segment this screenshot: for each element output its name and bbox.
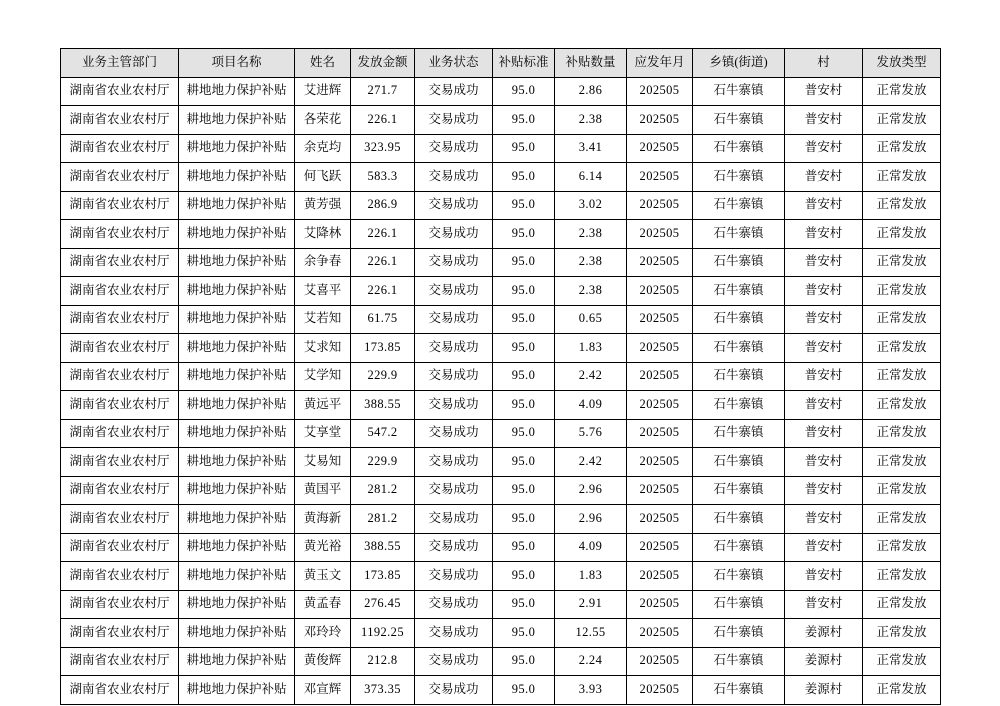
cell-16-6: 4.09 <box>555 533 627 562</box>
table-row <box>61 248 941 277</box>
table-row <box>61 647 941 676</box>
cell-20-5: 95.0 <box>493 647 555 676</box>
cell-21-3: 373.35 <box>351 676 415 705</box>
cell-15-8: 石牛寨镇 <box>693 505 785 534</box>
cell-10-4: 交易成功 <box>415 362 493 391</box>
column-header-10: 发放类型 <box>863 49 941 78</box>
cell-4-6: 3.02 <box>555 191 627 220</box>
cell-2-9: 普安村 <box>785 134 863 163</box>
table-row <box>61 191 941 220</box>
cell-2-3: 323.95 <box>351 134 415 163</box>
cell-5-1: 耕地地力保护补贴 <box>179 220 295 249</box>
cell-7-9: 普安村 <box>785 277 863 306</box>
cell-9-7: 202505 <box>627 334 693 363</box>
table-header <box>61 49 941 78</box>
cell-3-5: 95.0 <box>493 163 555 192</box>
cell-21-9: 姜源村 <box>785 676 863 705</box>
table-row <box>61 163 941 192</box>
column-header-9: 村 <box>785 49 863 78</box>
column-header-3: 发放金额 <box>351 49 415 78</box>
table-row <box>61 277 941 306</box>
cell-19-0: 湖南省农业农村厅 <box>61 619 179 648</box>
cell-13-2: 艾易知 <box>295 448 351 477</box>
cell-11-0: 湖南省农业农村厅 <box>61 391 179 420</box>
table-row <box>61 362 941 391</box>
cell-13-9: 普安村 <box>785 448 863 477</box>
cell-17-6: 1.83 <box>555 562 627 591</box>
cell-5-0: 湖南省农业农村厅 <box>61 220 179 249</box>
column-header-7: 应发年月 <box>627 49 693 78</box>
cell-21-4: 交易成功 <box>415 676 493 705</box>
cell-2-2: 余克均 <box>295 134 351 163</box>
column-header-1: 项目名称 <box>179 49 295 78</box>
cell-10-0: 湖南省农业农村厅 <box>61 362 179 391</box>
cell-1-7: 202505 <box>627 106 693 135</box>
cell-20-0: 湖南省农业农村厅 <box>61 647 179 676</box>
cell-19-5: 95.0 <box>493 619 555 648</box>
column-header-5: 补贴标准 <box>493 49 555 78</box>
cell-1-10: 正常发放 <box>863 106 941 135</box>
cell-19-7: 202505 <box>627 619 693 648</box>
cell-18-5: 95.0 <box>493 590 555 619</box>
cell-12-10: 正常发放 <box>863 419 941 448</box>
cell-17-10: 正常发放 <box>863 562 941 591</box>
cell-14-6: 2.96 <box>555 476 627 505</box>
cell-4-2: 黄芳强 <box>295 191 351 220</box>
cell-6-6: 2.38 <box>555 248 627 277</box>
cell-0-0: 湖南省农业农村厅 <box>61 77 179 106</box>
cell-3-0: 湖南省农业农村厅 <box>61 163 179 192</box>
cell-13-1: 耕地地力保护补贴 <box>179 448 295 477</box>
cell-17-2: 黄玉文 <box>295 562 351 591</box>
cell-4-3: 286.9 <box>351 191 415 220</box>
cell-8-10: 正常发放 <box>863 305 941 334</box>
cell-0-9: 普安村 <box>785 77 863 106</box>
table-row <box>61 562 941 591</box>
cell-0-3: 271.7 <box>351 77 415 106</box>
cell-12-6: 5.76 <box>555 419 627 448</box>
cell-19-2: 邓玲玲 <box>295 619 351 648</box>
cell-7-4: 交易成功 <box>415 277 493 306</box>
cell-16-0: 湖南省农业农村厅 <box>61 533 179 562</box>
table-row <box>61 619 941 648</box>
cell-5-2: 艾降林 <box>295 220 351 249</box>
cell-3-8: 石牛寨镇 <box>693 163 785 192</box>
cell-5-9: 普安村 <box>785 220 863 249</box>
cell-8-3: 61.75 <box>351 305 415 334</box>
cell-11-4: 交易成功 <box>415 391 493 420</box>
cell-9-9: 普安村 <box>785 334 863 363</box>
cell-11-7: 202505 <box>627 391 693 420</box>
cell-18-9: 普安村 <box>785 590 863 619</box>
cell-7-2: 艾喜平 <box>295 277 351 306</box>
cell-16-1: 耕地地力保护补贴 <box>179 533 295 562</box>
cell-3-1: 耕地地力保护补贴 <box>179 163 295 192</box>
cell-8-7: 202505 <box>627 305 693 334</box>
cell-2-5: 95.0 <box>493 134 555 163</box>
cell-8-5: 95.0 <box>493 305 555 334</box>
cell-1-8: 石牛寨镇 <box>693 106 785 135</box>
cell-8-4: 交易成功 <box>415 305 493 334</box>
cell-14-5: 95.0 <box>493 476 555 505</box>
cell-10-10: 正常发放 <box>863 362 941 391</box>
cell-14-2: 黄国平 <box>295 476 351 505</box>
cell-12-8: 石牛寨镇 <box>693 419 785 448</box>
cell-11-9: 普安村 <box>785 391 863 420</box>
cell-18-1: 耕地地力保护补贴 <box>179 590 295 619</box>
cell-0-4: 交易成功 <box>415 77 493 106</box>
table-row <box>61 448 941 477</box>
cell-7-0: 湖南省农业农村厅 <box>61 277 179 306</box>
cell-5-3: 226.1 <box>351 220 415 249</box>
cell-19-9: 姜源村 <box>785 619 863 648</box>
cell-12-2: 艾享堂 <box>295 419 351 448</box>
cell-5-4: 交易成功 <box>415 220 493 249</box>
cell-13-6: 2.42 <box>555 448 627 477</box>
cell-15-4: 交易成功 <box>415 505 493 534</box>
table-row <box>61 77 941 106</box>
cell-0-5: 95.0 <box>493 77 555 106</box>
cell-7-6: 2.38 <box>555 277 627 306</box>
cell-18-4: 交易成功 <box>415 590 493 619</box>
cell-14-9: 普安村 <box>785 476 863 505</box>
cell-6-1: 耕地地力保护补贴 <box>179 248 295 277</box>
cell-20-6: 2.24 <box>555 647 627 676</box>
cell-14-3: 281.2 <box>351 476 415 505</box>
cell-6-9: 普安村 <box>785 248 863 277</box>
cell-6-0: 湖南省农业农村厅 <box>61 248 179 277</box>
cell-15-1: 耕地地力保护补贴 <box>179 505 295 534</box>
cell-7-10: 正常发放 <box>863 277 941 306</box>
cell-6-4: 交易成功 <box>415 248 493 277</box>
cell-18-7: 202505 <box>627 590 693 619</box>
cell-18-6: 2.91 <box>555 590 627 619</box>
cell-3-6: 6.14 <box>555 163 627 192</box>
cell-0-6: 2.86 <box>555 77 627 106</box>
cell-11-1: 耕地地力保护补贴 <box>179 391 295 420</box>
cell-17-5: 95.0 <box>493 562 555 591</box>
cell-9-1: 耕地地力保护补贴 <box>179 334 295 363</box>
cell-10-1: 耕地地力保护补贴 <box>179 362 295 391</box>
cell-13-10: 正常发放 <box>863 448 941 477</box>
cell-19-6: 12.55 <box>555 619 627 648</box>
cell-10-2: 艾学知 <box>295 362 351 391</box>
cell-0-10: 正常发放 <box>863 77 941 106</box>
cell-16-5: 95.0 <box>493 533 555 562</box>
cell-12-3: 547.2 <box>351 419 415 448</box>
cell-4-8: 石牛寨镇 <box>693 191 785 220</box>
cell-6-7: 202505 <box>627 248 693 277</box>
cell-12-4: 交易成功 <box>415 419 493 448</box>
cell-20-7: 202505 <box>627 647 693 676</box>
cell-18-8: 石牛寨镇 <box>693 590 785 619</box>
cell-4-7: 202505 <box>627 191 693 220</box>
cell-7-8: 石牛寨镇 <box>693 277 785 306</box>
cell-15-2: 黄海新 <box>295 505 351 534</box>
cell-3-7: 202505 <box>627 163 693 192</box>
cell-5-7: 202505 <box>627 220 693 249</box>
cell-1-6: 2.38 <box>555 106 627 135</box>
cell-21-7: 202505 <box>627 676 693 705</box>
cell-21-6: 3.93 <box>555 676 627 705</box>
cell-13-5: 95.0 <box>493 448 555 477</box>
cell-2-8: 石牛寨镇 <box>693 134 785 163</box>
cell-19-1: 耕地地力保护补贴 <box>179 619 295 648</box>
cell-0-7: 202505 <box>627 77 693 106</box>
cell-14-4: 交易成功 <box>415 476 493 505</box>
cell-14-8: 石牛寨镇 <box>693 476 785 505</box>
cell-15-5: 95.0 <box>493 505 555 534</box>
cell-11-6: 4.09 <box>555 391 627 420</box>
cell-1-2: 各荣花 <box>295 106 351 135</box>
cell-15-7: 202505 <box>627 505 693 534</box>
table-row <box>61 676 941 705</box>
column-header-6: 补贴数量 <box>555 49 627 78</box>
cell-6-5: 95.0 <box>493 248 555 277</box>
table-row <box>61 476 941 505</box>
column-header-8: 乡镇(街道) <box>693 49 785 78</box>
table-body <box>61 77 941 704</box>
cell-9-3: 173.85 <box>351 334 415 363</box>
cell-17-3: 173.85 <box>351 562 415 591</box>
cell-9-0: 湖南省农业农村厅 <box>61 334 179 363</box>
cell-20-8: 石牛寨镇 <box>693 647 785 676</box>
cell-14-10: 正常发放 <box>863 476 941 505</box>
cell-7-7: 202505 <box>627 277 693 306</box>
cell-14-1: 耕地地力保护补贴 <box>179 476 295 505</box>
cell-11-10: 正常发放 <box>863 391 941 420</box>
cell-14-7: 202505 <box>627 476 693 505</box>
cell-6-3: 226.1 <box>351 248 415 277</box>
cell-3-4: 交易成功 <box>415 163 493 192</box>
cell-18-0: 湖南省农业农村厅 <box>61 590 179 619</box>
cell-11-8: 石牛寨镇 <box>693 391 785 420</box>
cell-9-4: 交易成功 <box>415 334 493 363</box>
cell-2-1: 耕地地力保护补贴 <box>179 134 295 163</box>
cell-16-10: 正常发放 <box>863 533 941 562</box>
cell-11-5: 95.0 <box>493 391 555 420</box>
cell-1-0: 湖南省农业农村厅 <box>61 106 179 135</box>
cell-17-9: 普安村 <box>785 562 863 591</box>
cell-5-5: 95.0 <box>493 220 555 249</box>
cell-9-2: 艾求知 <box>295 334 351 363</box>
table-row <box>61 533 941 562</box>
cell-16-2: 黄光裕 <box>295 533 351 562</box>
cell-8-8: 石牛寨镇 <box>693 305 785 334</box>
cell-10-9: 普安村 <box>785 362 863 391</box>
cell-20-1: 耕地地力保护补贴 <box>179 647 295 676</box>
cell-20-4: 交易成功 <box>415 647 493 676</box>
subsidy-table <box>60 48 941 705</box>
cell-7-1: 耕地地力保护补贴 <box>179 277 295 306</box>
cell-10-7: 202505 <box>627 362 693 391</box>
cell-12-9: 普安村 <box>785 419 863 448</box>
cell-4-4: 交易成功 <box>415 191 493 220</box>
cell-21-5: 95.0 <box>493 676 555 705</box>
cell-9-8: 石牛寨镇 <box>693 334 785 363</box>
cell-10-8: 石牛寨镇 <box>693 362 785 391</box>
cell-17-4: 交易成功 <box>415 562 493 591</box>
cell-21-8: 石牛寨镇 <box>693 676 785 705</box>
cell-7-3: 226.1 <box>351 277 415 306</box>
cell-4-5: 95.0 <box>493 191 555 220</box>
cell-17-8: 石牛寨镇 <box>693 562 785 591</box>
column-header-0: 业务主管部门 <box>61 49 179 78</box>
cell-20-3: 212.8 <box>351 647 415 676</box>
cell-5-8: 石牛寨镇 <box>693 220 785 249</box>
cell-19-3: 1192.25 <box>351 619 415 648</box>
cell-19-4: 交易成功 <box>415 619 493 648</box>
subsidy-table-container <box>60 48 940 705</box>
cell-10-3: 229.9 <box>351 362 415 391</box>
cell-16-3: 388.55 <box>351 533 415 562</box>
cell-18-10: 正常发放 <box>863 590 941 619</box>
cell-16-9: 普安村 <box>785 533 863 562</box>
cell-16-4: 交易成功 <box>415 533 493 562</box>
cell-5-6: 2.38 <box>555 220 627 249</box>
table-row <box>61 419 941 448</box>
cell-18-2: 黄孟春 <box>295 590 351 619</box>
cell-13-0: 湖南省农业农村厅 <box>61 448 179 477</box>
cell-15-0: 湖南省农业农村厅 <box>61 505 179 534</box>
cell-18-3: 276.45 <box>351 590 415 619</box>
cell-2-0: 湖南省农业农村厅 <box>61 134 179 163</box>
cell-6-10: 正常发放 <box>863 248 941 277</box>
column-header-2: 姓名 <box>295 49 351 78</box>
cell-15-10: 正常发放 <box>863 505 941 534</box>
cell-2-10: 正常发放 <box>863 134 941 163</box>
cell-14-0: 湖南省农业农村厅 <box>61 476 179 505</box>
cell-4-0: 湖南省农业农村厅 <box>61 191 179 220</box>
table-row <box>61 220 941 249</box>
cell-21-10: 正常发放 <box>863 676 941 705</box>
table-row <box>61 305 941 334</box>
table-row <box>61 334 941 363</box>
cell-3-10: 正常发放 <box>863 163 941 192</box>
cell-8-6: 0.65 <box>555 305 627 334</box>
cell-19-10: 正常发放 <box>863 619 941 648</box>
cell-2-4: 交易成功 <box>415 134 493 163</box>
cell-20-2: 黄俊辉 <box>295 647 351 676</box>
table-row <box>61 505 941 534</box>
cell-8-0: 湖南省农业农村厅 <box>61 305 179 334</box>
cell-1-5: 95.0 <box>493 106 555 135</box>
table-header-row <box>61 49 941 78</box>
cell-19-8: 石牛寨镇 <box>693 619 785 648</box>
cell-21-1: 耕地地力保护补贴 <box>179 676 295 705</box>
cell-1-1: 耕地地力保护补贴 <box>179 106 295 135</box>
cell-8-1: 耕地地力保护补贴 <box>179 305 295 334</box>
cell-11-3: 388.55 <box>351 391 415 420</box>
cell-2-6: 3.41 <box>555 134 627 163</box>
cell-13-4: 交易成功 <box>415 448 493 477</box>
cell-13-8: 石牛寨镇 <box>693 448 785 477</box>
cell-12-1: 耕地地力保护补贴 <box>179 419 295 448</box>
cell-17-7: 202505 <box>627 562 693 591</box>
cell-10-5: 95.0 <box>493 362 555 391</box>
cell-9-10: 正常发放 <box>863 334 941 363</box>
cell-2-7: 202505 <box>627 134 693 163</box>
cell-15-3: 281.2 <box>351 505 415 534</box>
table-row <box>61 590 941 619</box>
cell-11-2: 黄远平 <box>295 391 351 420</box>
cell-4-9: 普安村 <box>785 191 863 220</box>
cell-0-2: 艾进辉 <box>295 77 351 106</box>
cell-10-6: 2.42 <box>555 362 627 391</box>
cell-16-7: 202505 <box>627 533 693 562</box>
cell-3-3: 583.3 <box>351 163 415 192</box>
cell-9-6: 1.83 <box>555 334 627 363</box>
cell-4-1: 耕地地力保护补贴 <box>179 191 295 220</box>
column-header-4: 业务状态 <box>415 49 493 78</box>
cell-12-7: 202505 <box>627 419 693 448</box>
cell-15-6: 2.96 <box>555 505 627 534</box>
table-row <box>61 391 941 420</box>
cell-1-3: 226.1 <box>351 106 415 135</box>
cell-6-8: 石牛寨镇 <box>693 248 785 277</box>
table-row <box>61 134 941 163</box>
cell-16-8: 石牛寨镇 <box>693 533 785 562</box>
table-row <box>61 106 941 135</box>
cell-3-2: 何飞跃 <box>295 163 351 192</box>
cell-13-7: 202505 <box>627 448 693 477</box>
cell-20-10: 正常发放 <box>863 647 941 676</box>
cell-20-9: 姜源村 <box>785 647 863 676</box>
cell-3-9: 普安村 <box>785 163 863 192</box>
cell-13-3: 229.9 <box>351 448 415 477</box>
cell-17-0: 湖南省农业农村厅 <box>61 562 179 591</box>
cell-17-1: 耕地地力保护补贴 <box>179 562 295 591</box>
cell-1-9: 普安村 <box>785 106 863 135</box>
cell-0-1: 耕地地力保护补贴 <box>179 77 295 106</box>
cell-8-2: 艾若知 <box>295 305 351 334</box>
cell-21-0: 湖南省农业农村厅 <box>61 676 179 705</box>
cell-5-10: 正常发放 <box>863 220 941 249</box>
cell-7-5: 95.0 <box>493 277 555 306</box>
cell-1-4: 交易成功 <box>415 106 493 135</box>
cell-8-9: 普安村 <box>785 305 863 334</box>
cell-12-5: 95.0 <box>493 419 555 448</box>
cell-0-8: 石牛寨镇 <box>693 77 785 106</box>
cell-15-9: 普安村 <box>785 505 863 534</box>
cell-9-5: 95.0 <box>493 334 555 363</box>
cell-4-10: 正常发放 <box>863 191 941 220</box>
cell-6-2: 余争春 <box>295 248 351 277</box>
cell-21-2: 邓宣辉 <box>295 676 351 705</box>
cell-12-0: 湖南省农业农村厅 <box>61 419 179 448</box>
